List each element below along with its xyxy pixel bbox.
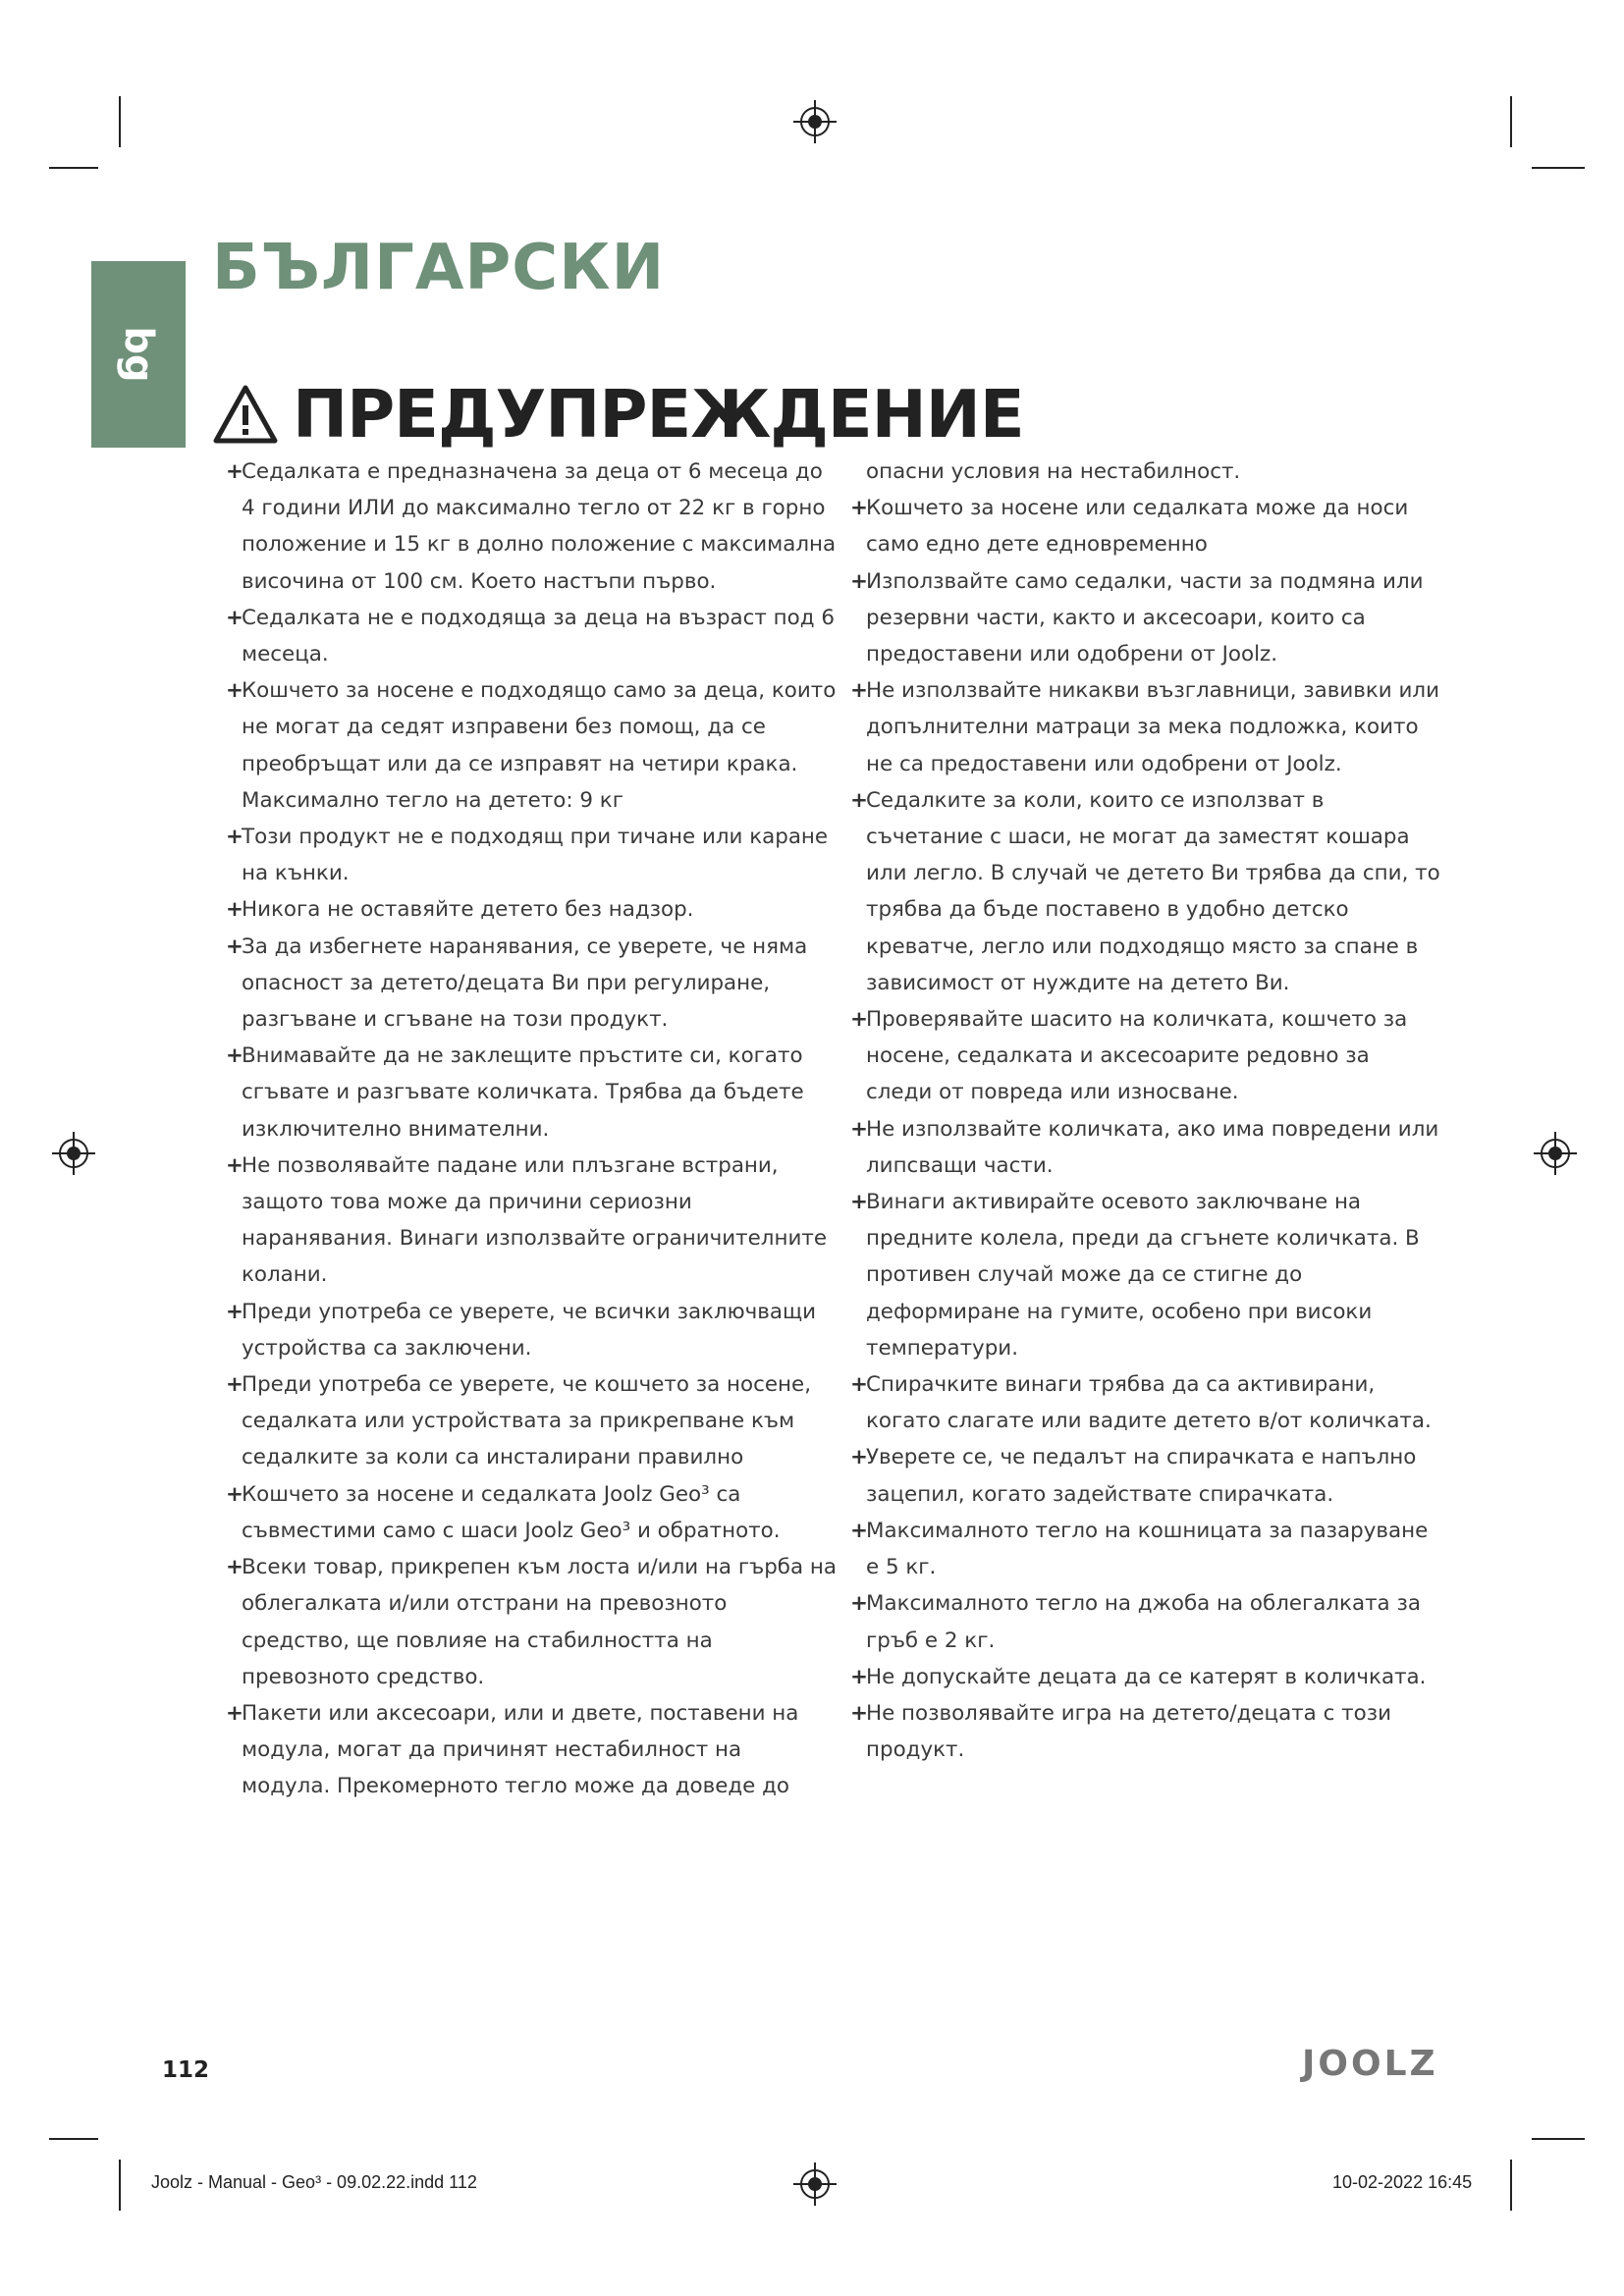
list-item: + Всеки товар, прикрепен към лоста и/или на гърба на облегалката и/или отстрани на превозното средство, ще повлияе на стабилността на превозното средство. xyxy=(228,1549,837,1695)
list-item: + Спирачките винаги трябва да са активирани, когато слагате или вадите детето в/от количката. xyxy=(852,1366,1441,1439)
language-side-tab xyxy=(91,261,186,448)
crop-mark-top-right-v xyxy=(1510,96,1512,147)
list-item: + Използвайте само седалки, части за подмяна или резервни части, както и аксесоари, които са предоставени или одобрени от Joolz. xyxy=(852,563,1441,673)
print-slug-file: Joolz - Manual - Geo³ - 09.02.22.indd 112 xyxy=(151,2172,477,2192)
list-item: + Кошчето за носене е подходящо само за деца, които не могат да седят изправени без помощ, да се преобръщат или да се изправят на четири крака. Максимално тегло на детето: 9 кг xyxy=(228,672,837,819)
list-item: + Максималното тегло на джоба на облегалката за гръб е 2 кг. xyxy=(852,1585,1441,1658)
registration-mark-icon xyxy=(52,1132,95,1175)
list-item: + Уверете се, че педалът на спирачката е напълно зацепил, когато задействате спирачката. xyxy=(852,1439,1441,1512)
warning-heading xyxy=(212,375,1024,454)
list-item: + Седалката не е подходяща за деца на възраст под 6 месеца. xyxy=(228,600,837,672)
list-item: + Не допускайте децата да се катерят в количката. xyxy=(852,1659,1441,1695)
warning-triangle-icon xyxy=(212,384,279,445)
crop-mark-top-left-h xyxy=(49,167,98,169)
list-item: + Никога не оставяйте детето без надзор. xyxy=(228,891,837,928)
crop-mark-bottom-left-h xyxy=(49,2138,98,2140)
list-item: + Не позволявайте игра на детето/децата с този продукт. xyxy=(852,1695,1441,1768)
list-item: + Този продукт не е подходящ при тичане или каране на кънки. xyxy=(228,819,837,891)
list-item: + Пакети или аксесоари, или и двете, поставени на модула, могат да причинят нестабилност на модула. Прекомерното тегло може да доведе до xyxy=(228,1695,837,1805)
crop-mark-bottom-right-h xyxy=(1532,2138,1585,2140)
list-item: + Винаги активирайте осевото заключване на предните колела, преди да сгънете количката. В противен случай може да се стигне до деформиране на гумите, особено при високи температури. xyxy=(852,1184,1441,1366)
brand-logo: JOOLZ xyxy=(1302,2044,1438,2084)
language-code: bg xyxy=(116,326,161,383)
warning-list-left xyxy=(228,454,837,1805)
list-item: + Кошчето за носене и седалката Joolz Geo³ са съвместими само с шаси Joolz Geo³ и обратното. xyxy=(228,1476,837,1549)
list-item: + Преди употреба се уверете, че всички заключващи устройства са заключени. xyxy=(228,1294,837,1366)
crop-mark-top-right-h xyxy=(1532,167,1585,169)
registration-mark-icon xyxy=(793,2163,837,2206)
warning-list-right xyxy=(852,454,1441,1768)
registration-mark-icon xyxy=(793,100,837,143)
list-item: + Кошчето за носене или седалката може да носи само едно дете едновременно xyxy=(852,490,1441,562)
crop-mark-bottom-right-v xyxy=(1510,2160,1512,2211)
list-item: + Не използвайте никакви възглавници, завивки или допълнителни матраци за мека подложка, които не са предоставени или одобрени от Joolz. xyxy=(852,672,1441,782)
list-item: + Проверявайте шасито на количката, кошчето за носене, седалката и аксесоарите редовно за следи от повреда или износване. xyxy=(852,1001,1441,1111)
list-item: + Преди употреба се уверете, че кошчето за носене, седалката или устройствата за прикрепване към седалките за коли са инсталирани правилно xyxy=(228,1366,837,1476)
list-item: + Не позволявайте падане или плъзгане встрани, защото това може да причини сериозни наранявания. Винаги използвайте ограничителните колани. xyxy=(228,1148,837,1294)
list-item: + Максималното тегло на кошницата за пазаруване е 5 кг. xyxy=(852,1513,1441,1585)
warning-title: ПРЕДУПРЕЖДЕНИЕ xyxy=(293,376,1024,453)
list-item: + Не използвайте количката, ако има повредени или липсващи части. xyxy=(852,1111,1441,1184)
list-item: + За да избегнете наранявания, се уверете, че няма опасност за детето/децата Ви при регулиране, разгъване и сгъване на този продукт. xyxy=(228,929,837,1039)
list-item: + Седалките за коли, които се използват в съчетание с шаси, не могат да заместят кошара или легло. В случай че детето Ви трябва да спи, то трябва да бъде поставено в удобно детско креватче, легло или подходящо място за спане в зависимост от нуждите на детето Ви. xyxy=(852,782,1441,1001)
crop-mark-bottom-left-v xyxy=(119,2160,121,2211)
list-item-continuation: опасни условия на нестабилност. xyxy=(866,459,1241,484)
language-title: БЪЛГАРСКИ xyxy=(212,232,666,304)
list-item: + Внимавайте да не заклещите пръстите си, когато сгъвате и разгъвате количката. Трябва да бъдете изключително внимателни. xyxy=(228,1038,837,1148)
page-number: 112 xyxy=(162,2057,210,2083)
registration-mark-icon xyxy=(1534,1132,1577,1175)
print-slug-date: 10-02-2022 16:45 xyxy=(1332,2172,1473,2192)
list-item: + Седалката е предназначена за деца от 6 месеца до 4 години ИЛИ до максимално тегло от 22 кг в горно положение и 15 кг в долно положение с максимална височина от 100 см. Което настъпи първо. xyxy=(228,454,837,600)
crop-mark-top-left-v xyxy=(119,96,121,147)
